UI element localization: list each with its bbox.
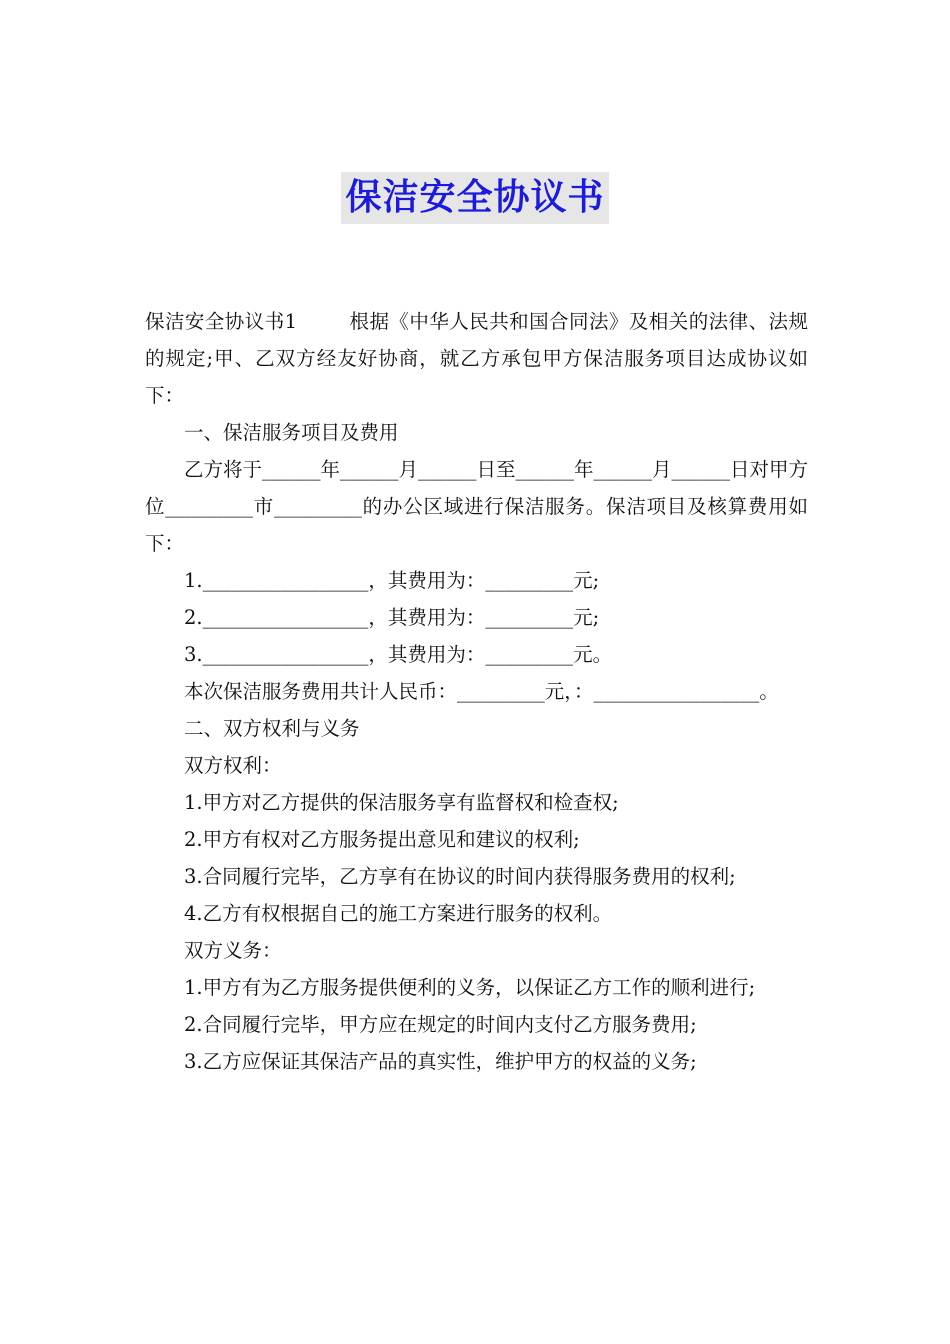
intro-text: 根据《中华人民共和国合同法》及相关的法律、法规的规定;甲、乙双方经友好协商，就乙方承包甲方保洁服务项目达成协议如下：: [145, 310, 808, 407]
duties-item-2: 2.合同履行完毕，甲方应在规定的时间内支付乙方服务费用;: [184, 1013, 697, 1036]
fee-item-3: 3._________________，其费用为：_________元。: [184, 643, 613, 666]
rights-item-3: 3.合同履行完毕，乙方享有在协议的时间内获得服务费用的权利;: [184, 865, 736, 888]
fee-item-2: 2._________________，其费用为：_________元;: [184, 606, 600, 629]
fee-item-1: 1._________________，其费用为：_________元;: [184, 569, 600, 592]
rights-item-1: 1.甲方对乙方提供的保洁服务享有监督权和检查权;: [184, 791, 619, 814]
intro-label: 保洁安全协议书1: [145, 310, 298, 333]
rights-item-2: 2.甲方有权对乙方服务提出意见和建议的权利;: [184, 828, 580, 851]
rights-item-4: 4.乙方有权根据自己的施工方案进行服务的权利。: [184, 902, 613, 925]
fee-total: 本次保洁服务费用共计人民币：_________元，：_________________。: [184, 680, 779, 703]
duties-item-3: 3.乙方应保证其保洁产品的真实性，维护甲方的权益的义务;: [184, 1050, 697, 1073]
rights-heading: 双方权利：: [184, 754, 282, 777]
document-title: 保洁安全协议书: [341, 172, 608, 224]
intro-paragraph: [145, 303, 808, 414]
title-container: [0, 172, 950, 224]
duties-heading: 双方义务：: [184, 939, 282, 962]
duties-item-1: 1.甲方有为乙方服务提供便利的义务，以保证乙方工作的顺利进行;: [184, 976, 756, 999]
document-body: [145, 303, 808, 1080]
section2-heading: 二、双方权利与义务: [184, 717, 360, 740]
section1-paragraph: 乙方将于______年______月______日至______年______月______日对甲方位_________市_________的办公区域进行保洁服务。保洁项目及核算费用如下：: [145, 458, 809, 555]
section1-heading: 一、保洁服务项目及费用: [184, 421, 399, 444]
